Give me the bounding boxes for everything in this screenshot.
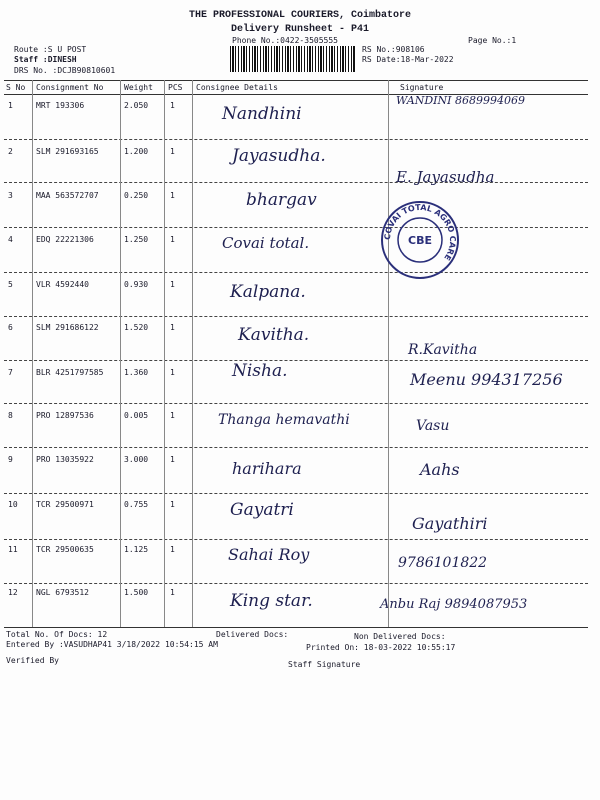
row-weight: 0.005	[124, 411, 149, 420]
staff-label: Staff :DINESH	[14, 55, 77, 64]
row-weight: 3.000	[124, 455, 149, 464]
route-label: Route :S U POST	[14, 45, 87, 54]
row-weight: 1.360	[124, 368, 149, 377]
row-consignment: NGL 6793512	[36, 588, 89, 597]
row-divider	[4, 182, 588, 183]
row-sno: 6	[8, 323, 13, 332]
rs-number: RS No.:908106	[362, 45, 425, 54]
row-sno: 1	[8, 101, 13, 110]
row-consignment: SLM 291686122	[36, 323, 99, 332]
row-pcs: 1	[170, 147, 175, 156]
row-consignee: Sahai Roy	[228, 545, 310, 564]
row-consignee: Jayasudha.	[232, 146, 326, 166]
row-consignment: MAA 563572707	[36, 191, 99, 200]
page-number: Page No.:1	[468, 36, 517, 45]
row-divider	[4, 493, 588, 494]
row-pcs: 1	[170, 191, 175, 200]
row-divider	[4, 583, 588, 584]
row-consignment: SLM 291693165	[36, 147, 99, 156]
col-header-sno: S No	[6, 83, 26, 92]
column-rule	[164, 80, 165, 627]
row-pcs: 1	[170, 101, 175, 110]
row-consignee: Gayatri	[230, 500, 294, 520]
row-pcs: 1	[170, 411, 175, 420]
row-consignment: PRO 13035922	[36, 455, 94, 464]
row-sno: 5	[8, 280, 13, 289]
row-divider	[4, 139, 588, 140]
row-pcs: 1	[170, 235, 175, 244]
row-weight: 0.250	[124, 191, 149, 200]
row-signature: R.Kavitha	[408, 342, 478, 358]
row-pcs: 1	[170, 280, 175, 289]
row-consignee: Kavitha.	[238, 325, 310, 345]
column-rule	[192, 80, 193, 627]
row-signature: Aahs	[420, 460, 460, 479]
row-consignment: BLR 4251797585	[36, 368, 104, 377]
row-consignee: Thanga hemavathi	[218, 412, 350, 428]
row-pcs: 1	[170, 368, 175, 377]
document-title: Delivery Runsheet - P41	[230, 24, 370, 35]
row-weight: 1.250	[124, 235, 149, 244]
phone-number: Phone No.:0422-3505555	[232, 36, 338, 45]
verified-by: Verified By	[6, 656, 59, 665]
column-rule	[32, 80, 33, 627]
col-header-pcs: PCS	[168, 83, 183, 92]
row-consignee: Nandhini	[222, 104, 302, 124]
rs-date: RS Date:18-Mar-2022	[362, 55, 454, 64]
row-pcs: 1	[170, 500, 175, 509]
row-signature: Gayathiri	[412, 514, 488, 533]
row-signature: Vasu	[416, 418, 450, 434]
col-header-consignment: Consignment No	[36, 83, 104, 92]
row-consignment: TCR 29500971	[36, 500, 94, 509]
col-header-weight: Weight	[124, 83, 153, 92]
row-pcs: 1	[170, 323, 175, 332]
drs-number: DRS No. :DCJB90810601	[14, 66, 116, 75]
company-stamp	[380, 200, 460, 280]
delivered-docs: Delivered Docs:	[216, 630, 289, 639]
stamp-icon	[380, 200, 460, 280]
row-sno: 12	[8, 588, 18, 597]
col-header-signature: Signature	[400, 83, 444, 92]
staff-signature: Staff Signature	[288, 660, 361, 669]
barcode	[230, 46, 356, 72]
company-title: THE PROFESSIONAL COURIERS, Coimbatore	[188, 10, 412, 21]
row-consignee: Covai total.	[222, 234, 310, 252]
row-sno: 9	[8, 455, 13, 464]
row-sno: 3	[8, 191, 13, 200]
row-consignee: Kalpana.	[230, 282, 306, 302]
row-sno: 4	[8, 235, 13, 244]
row-weight: 1.500	[124, 588, 149, 597]
row-signature: WANDINI 8689994069	[396, 94, 525, 107]
table-bottom-rule	[4, 627, 588, 628]
row-consignment: VLR 4592440	[36, 280, 89, 289]
row-consignment: PRO 12897536	[36, 411, 94, 420]
row-consignee: King star.	[230, 591, 313, 611]
row-pcs: 1	[170, 545, 175, 554]
row-divider	[4, 272, 588, 273]
table-top-rule	[4, 80, 588, 81]
row-sno: 8	[8, 411, 13, 420]
stamp-outer-text: COVAI TOTAL AGRO CARE	[382, 202, 458, 262]
row-signature: E. Jayasudha	[396, 168, 495, 186]
row-pcs: 1	[170, 455, 175, 464]
column-rule	[120, 80, 121, 627]
row-signature: Anbu Raj 9894087953	[380, 597, 528, 612]
non-delivered-docs: Non Delivered Docs:	[354, 632, 446, 641]
row-sno: 11	[8, 545, 18, 554]
row-divider	[4, 447, 588, 448]
row-divider	[4, 539, 588, 540]
row-signature: 9786101822	[398, 555, 488, 571]
column-rule	[388, 80, 389, 627]
row-divider	[4, 227, 588, 228]
printed-on: Printed On: 18-03-2022 10:55:17	[306, 643, 456, 652]
row-divider	[4, 360, 588, 361]
row-signature: Meenu 994317256	[410, 370, 563, 389]
row-consignment: EDQ 22221306	[36, 235, 94, 244]
row-weight: 1.200	[124, 147, 149, 156]
row-weight: 1.125	[124, 545, 149, 554]
stamp-center-text: CBE	[408, 234, 432, 247]
row-weight: 1.520	[124, 323, 149, 332]
row-divider	[4, 316, 588, 317]
row-consignment: MRT 193306	[36, 101, 85, 110]
row-sno: 10	[8, 500, 18, 509]
total-docs: Total No. Of Docs: 12	[6, 630, 108, 639]
entered-by: Entered By :VASUDHAP41 3/18/2022 10:54:15 AM	[6, 640, 218, 649]
row-sno: 7	[8, 368, 13, 377]
row-pcs: 1	[170, 588, 175, 597]
row-weight: 2.050	[124, 101, 149, 110]
row-consignee: harihara	[232, 459, 302, 478]
row-weight: 0.755	[124, 500, 149, 509]
row-consignee: Nisha.	[232, 361, 288, 381]
col-header-consignee: Consignee Details	[196, 83, 278, 92]
row-consignee: bhargav	[246, 190, 317, 210]
row-divider	[4, 403, 588, 404]
row-weight: 0.930	[124, 280, 149, 289]
row-sno: 2	[8, 147, 13, 156]
row-consignment: TCR 29500635	[36, 545, 94, 554]
